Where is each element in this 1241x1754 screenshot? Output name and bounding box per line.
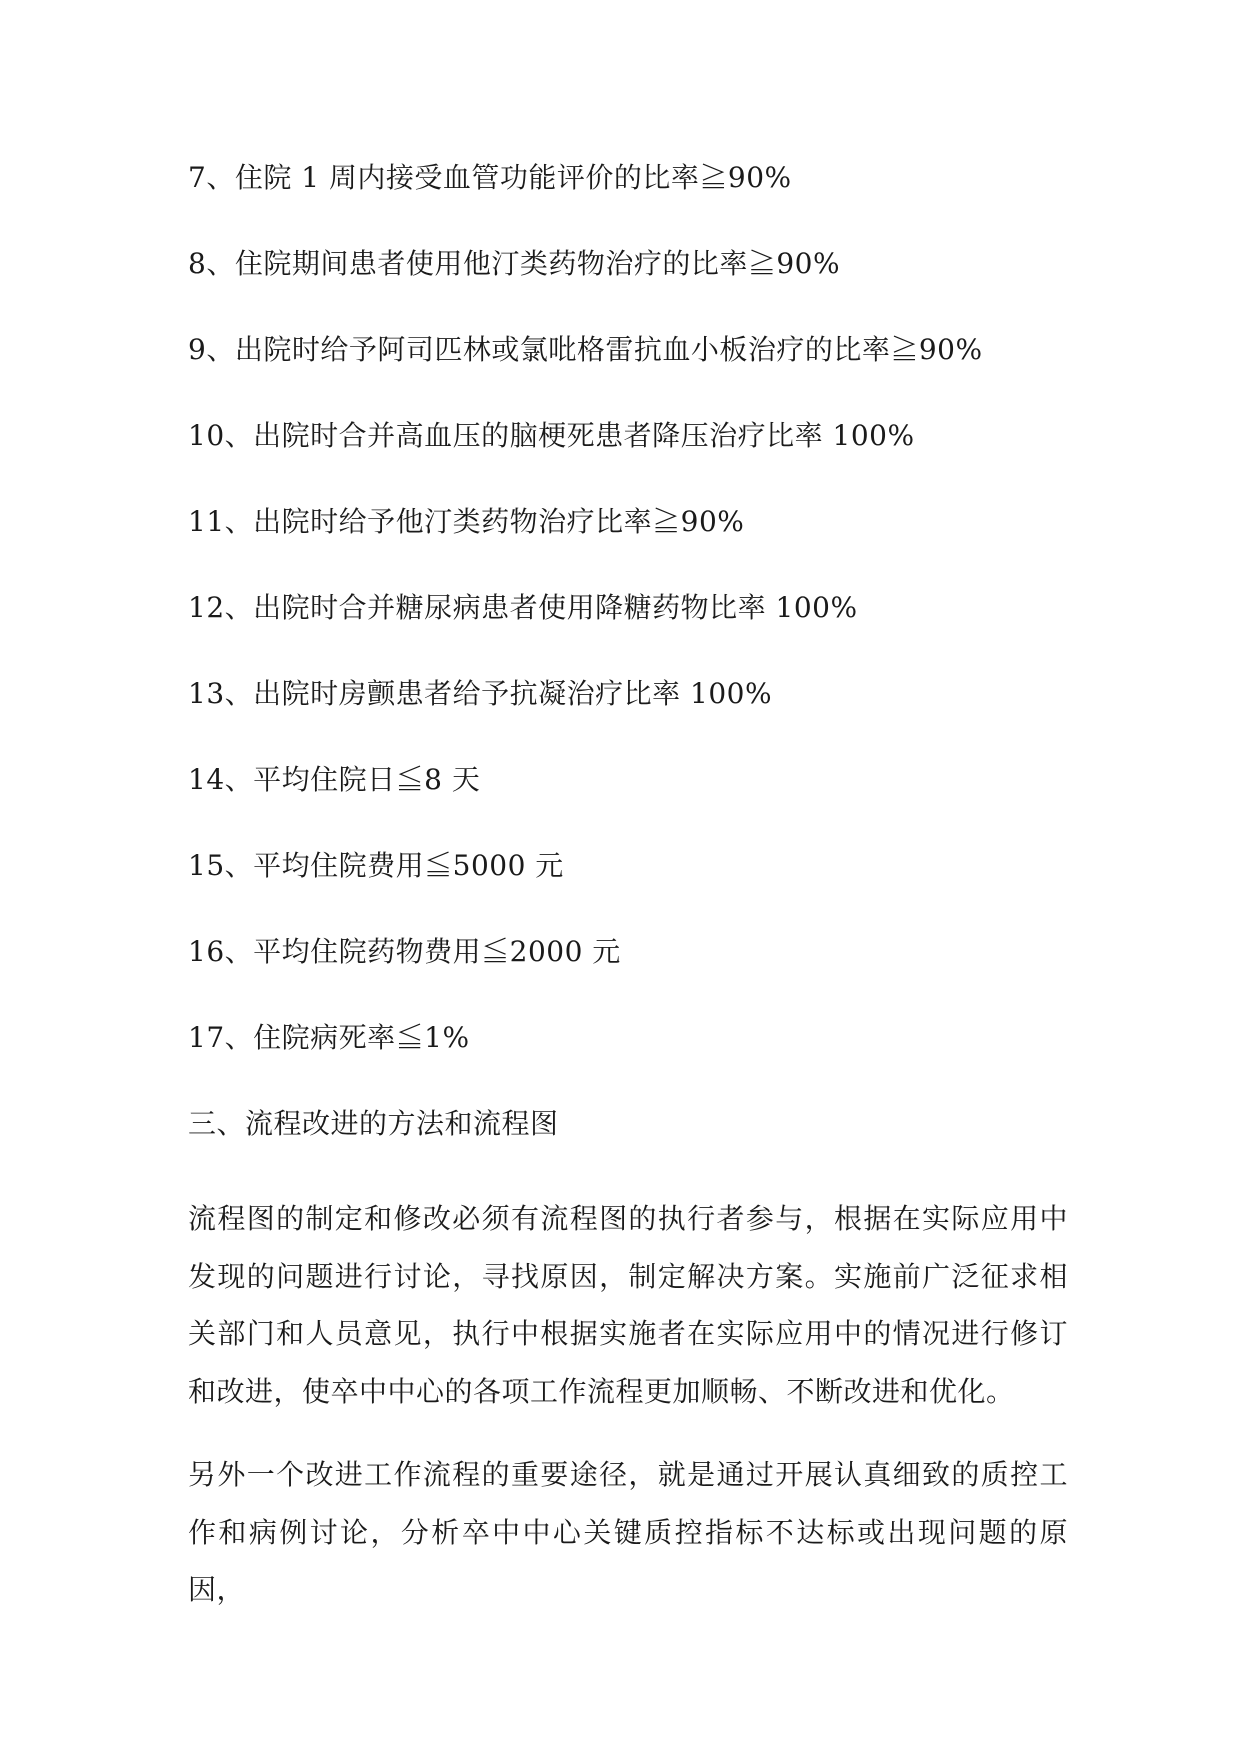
paragraph: 流程图的制定和修改必须有流程图的执行者参与，根据在实际应用中发现的问题进行讨论，寻找原因，制定解决方案。实施前广泛征求相关部门和人员意见，执行中根据实施者在实际应用中的情况进行修订和改进，使卒中中心的各项工作流程更加顺畅、不断改进和优化。 — [188, 1202, 1068, 1408]
list-item: 10、出院时合并高血压的脑梗死患者降压治疗比率 100% — [188, 419, 915, 452]
list-item: 14、平均住院日≦8 天 — [188, 763, 481, 796]
list-item: 16、平均住院药物费用≦2000 元 — [188, 935, 621, 968]
list-item: 8、住院期间患者使用他汀类药物治疗的比率≧90% — [188, 247, 841, 280]
list-item: 15、平均住院费用≦5000 元 — [188, 849, 564, 882]
list-item: 9、出院时给予阿司匹林或氯吡格雷抗血小板治疗的比率≧90% — [188, 333, 983, 366]
document-body — [188, 158, 1068, 1645]
list-item: 11、出院时给予他汀类药物治疗比率≧90% — [188, 505, 745, 538]
section-heading: 三、流程改进的方法和流程图 — [188, 1107, 559, 1140]
list-item: 7、住院 1 周内接受血管功能评价的比率≧90% — [188, 161, 792, 194]
list-item: 17、住院病死率≦1% — [188, 1021, 470, 1054]
list-item: 12、出院时合并糖尿病患者使用降糖药物比率 100% — [188, 591, 858, 624]
list-item: 13、出院时房颤患者给予抗凝治疗比率 100% — [188, 677, 773, 710]
paragraph: 另外一个改进工作流程的重要途径，就是通过开展认真细致的质控工作和病例讨论，分析卒中中心关键质控指标不达标或出现问题的原因， — [188, 1458, 1068, 1606]
